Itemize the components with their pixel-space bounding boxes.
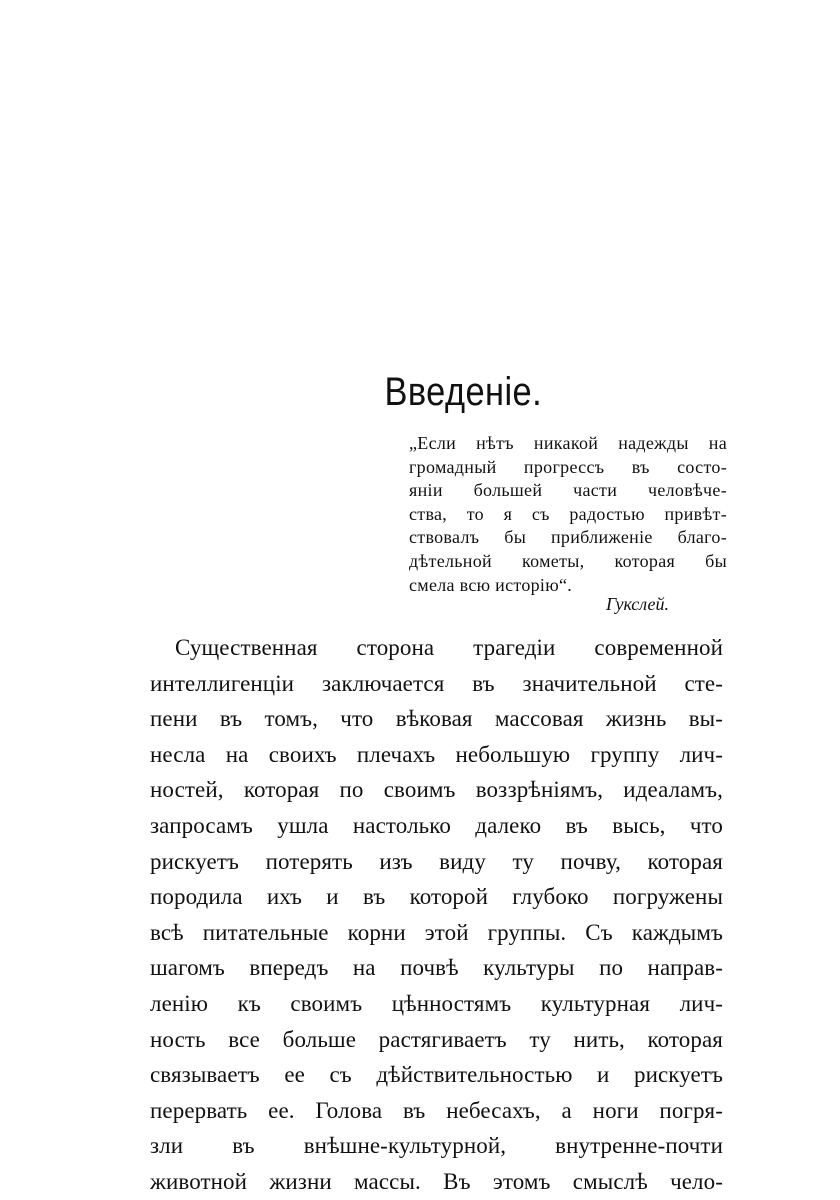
epigraph-line: „Если нѣтъ никакой надежды на bbox=[409, 433, 727, 453]
body-line: связываетъ ее съ дѣйствительностью и рискуетъ bbox=[150, 1062, 723, 1088]
chapter-title: Введеніе. bbox=[384, 370, 543, 414]
body-line: ленію къ своимъ цѣнностямъ культурная лич- bbox=[150, 990, 723, 1016]
body-line: ностей, которая по своимъ воззрѣніямъ, идеаламъ, bbox=[150, 777, 723, 803]
body-line: интеллигенціи заключается въ значительной сте- bbox=[150, 670, 723, 696]
body-line: Существенная сторона трагедіи современной bbox=[175, 635, 723, 660]
body-line: зли въ внѣшне-культурной, внутренне-почти bbox=[150, 1133, 723, 1159]
epigraph-line: смела всю исторію“. bbox=[409, 574, 573, 595]
body-paragraph bbox=[150, 630, 723, 1200]
body-line: перервать ее. Голова въ небесахъ, а ноги погря- bbox=[150, 1097, 723, 1123]
body-line: несла на своихъ плечахъ небольшую группу лич- bbox=[150, 741, 723, 767]
body-line: рискуетъ потерять изъ виду ту почву, которая bbox=[150, 848, 723, 874]
body-line: ность все больше растягиваетъ ту нить, которая bbox=[150, 1026, 723, 1052]
body-line: всѣ питательные корни этой группы. Съ каждымъ bbox=[150, 919, 723, 945]
epigraph-line: дѣтельной кометы, которая бы bbox=[409, 550, 727, 571]
epigraph-line: яніи большей части человѣче- bbox=[409, 480, 727, 501]
epigraph-line: ства, то я съ радостью привѣт- bbox=[409, 503, 727, 524]
body-line: породила ихъ и въ которой глубоко погружены bbox=[150, 884, 723, 910]
body-line: пени въ томъ, что вѣковая массовая жизнь вы- bbox=[150, 706, 723, 732]
body-line: запросамъ ушла настолько далеко въ высь, что bbox=[150, 812, 723, 838]
body-line: шагомъ впередъ на почвѣ культуры по направ- bbox=[150, 955, 723, 981]
body-line: животной жизни массы. Въ этомъ смыслѣ чело- bbox=[150, 1168, 723, 1194]
epigraph-line: громадный прогрессъ въ состо- bbox=[409, 456, 727, 477]
epigraph bbox=[409, 432, 727, 597]
epigraph-author: Гукслей. bbox=[606, 594, 669, 614]
epigraph-line: ствовалъ бы приближеніе благо- bbox=[409, 527, 727, 548]
